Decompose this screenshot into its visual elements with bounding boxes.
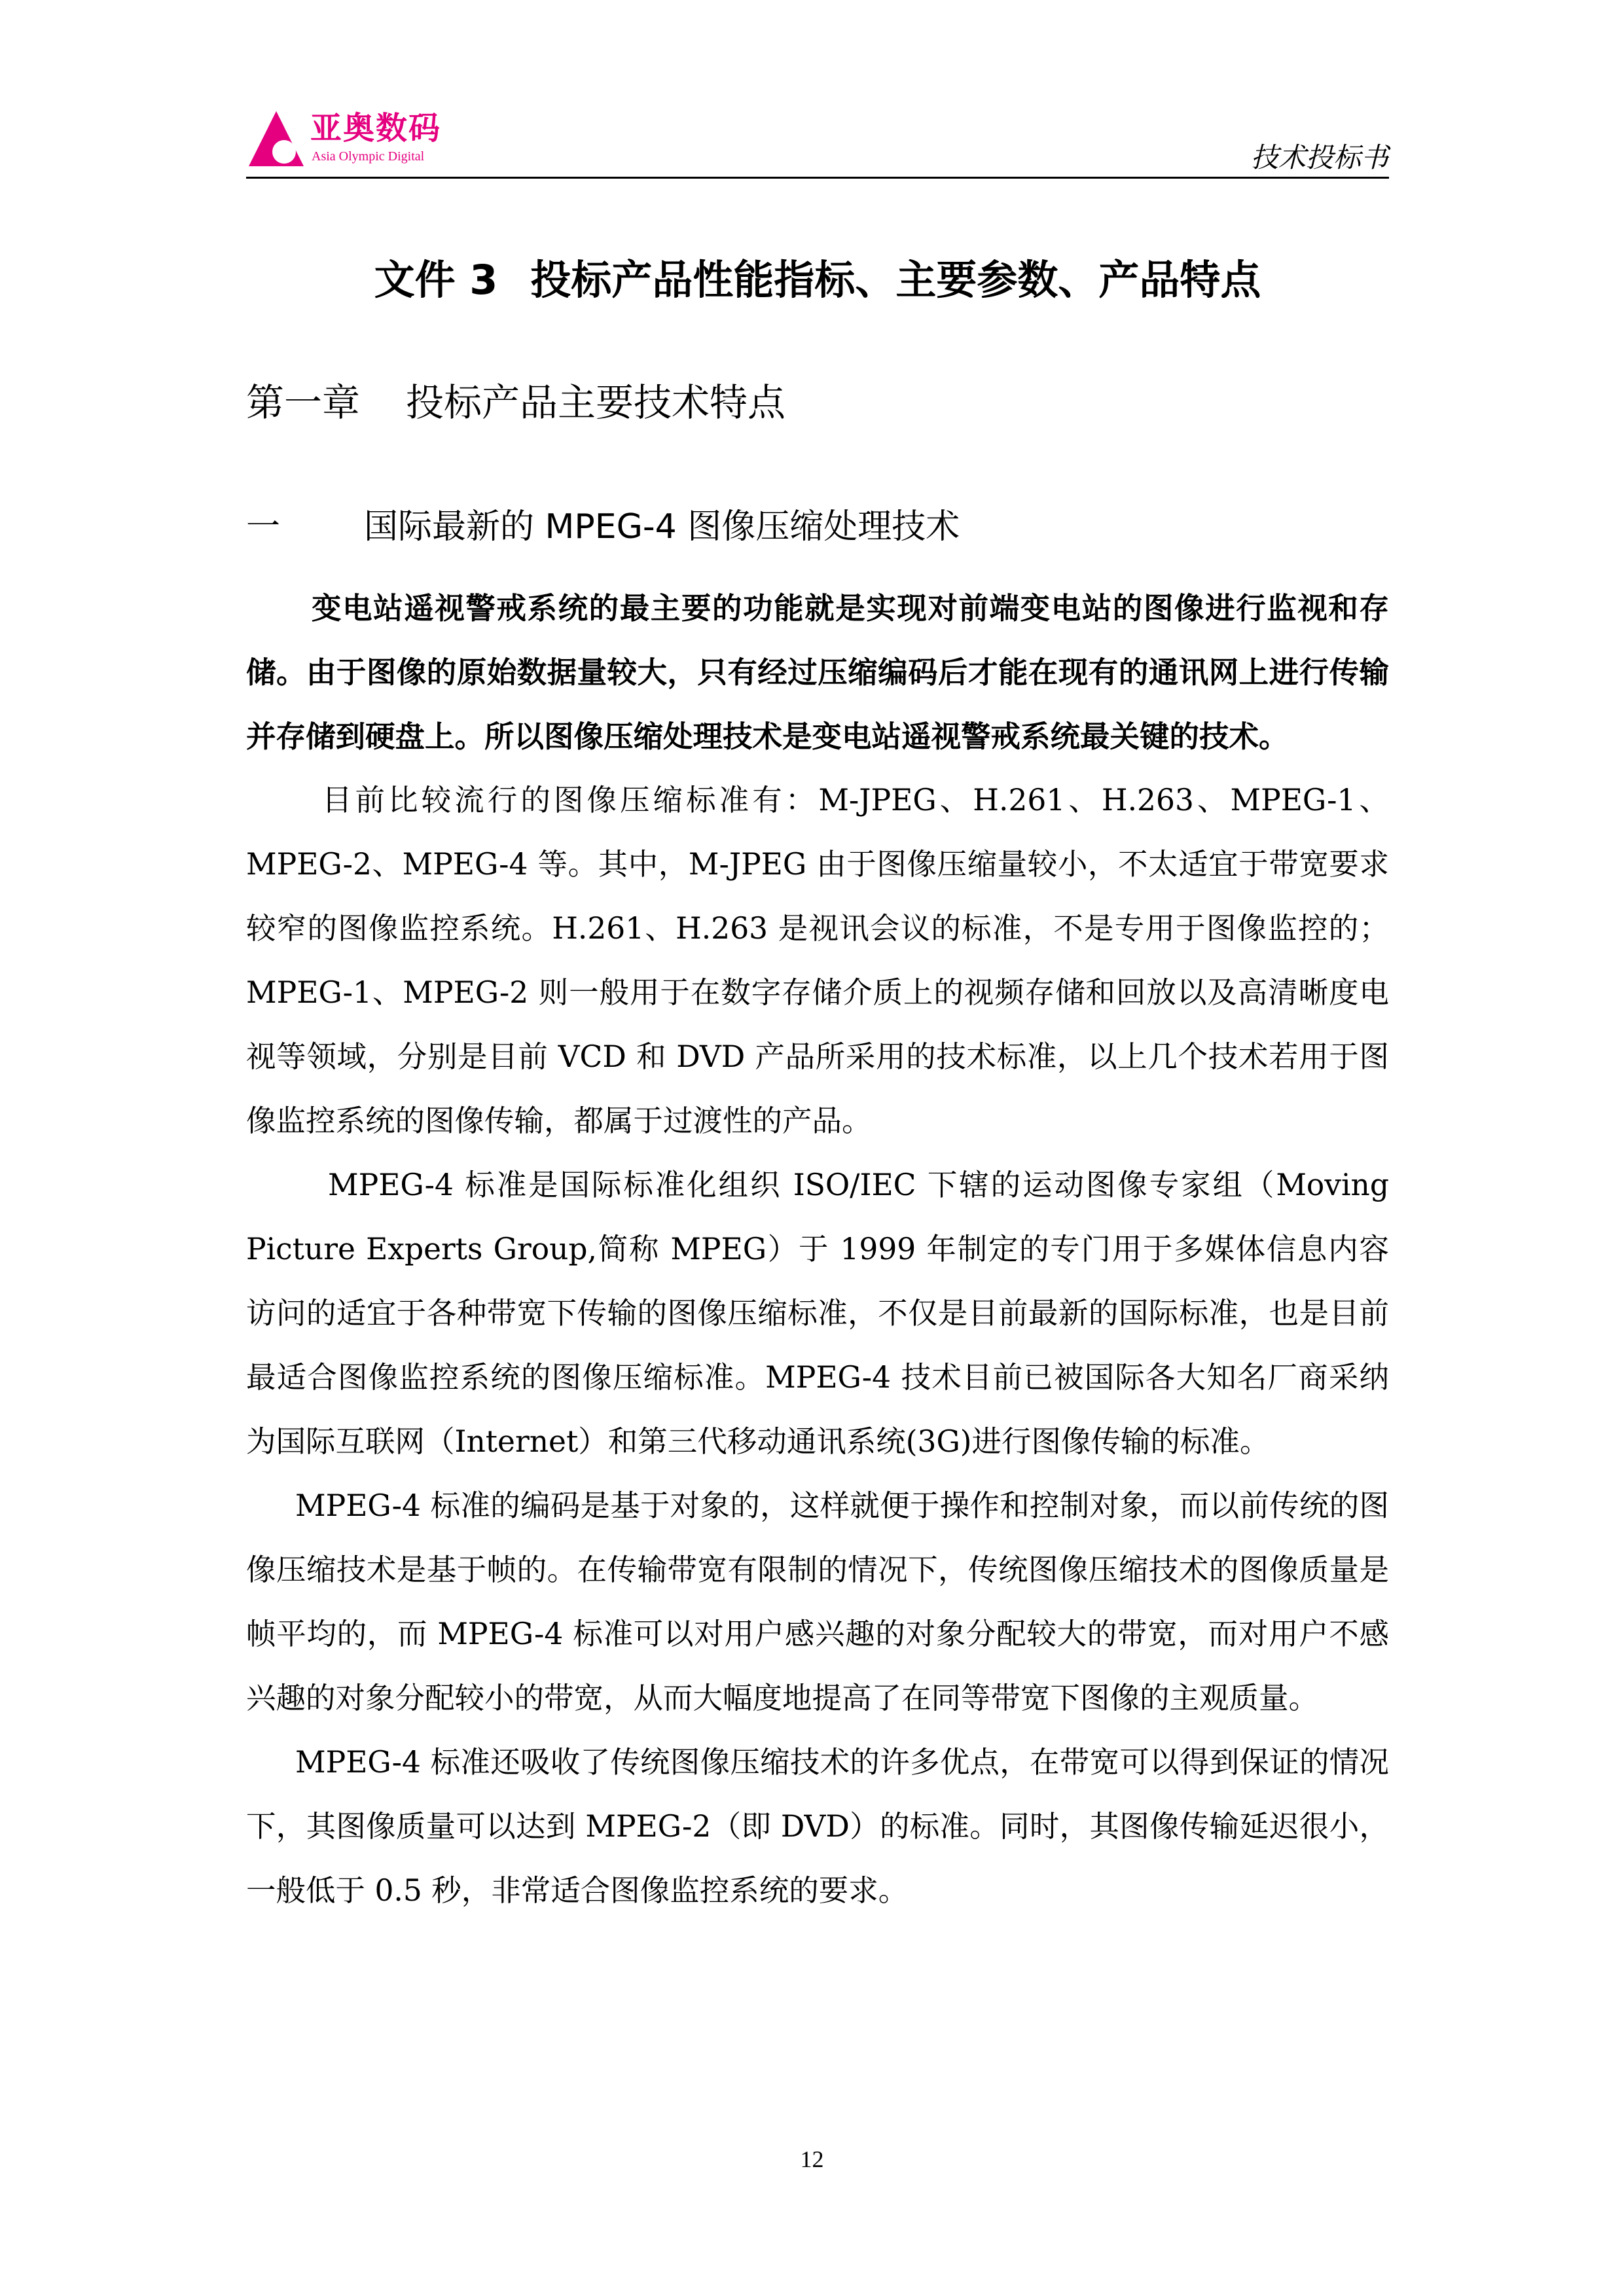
paragraph: 目前比较流行的图像压缩标准有：M-JPEG、H.261、H.263、MPEG-1、MPEG-2、MPEG-4 等。其中，M-JPEG 由于图像压缩量较小，不太适宜于带宽要求较窄的图像监控系统。H.261、H.263 是视讯会议的标准，不是专用于图像监控的；MPEG-1、MPEG-2 则一般用于在数字存储介质上的视频存储和回放以及高清晰度电视等领域，分别是目前 VCD 和 DVD 产品所采用的技术标准，以上几个技术若用于图像监控系统的图像传输，都属于过渡性的产品。: [246, 783, 1389, 1138]
logo-english-name: Asia Olympic Digital: [312, 149, 425, 164]
paragraph: MPEG-4 标准还吸收了传统图像压缩技术的许多优点，在带宽可以得到保证的情况下，其图像质量可以达到 MPEG-2（即 DVD）的标准。同时，其图像传输延迟很小，一般低于 0.5 秒，非常适合图像监控系统的要求。: [246, 1745, 1389, 1908]
company-logo: [246, 109, 469, 169]
page-number: 12: [800, 2146, 824, 2172]
logo-chinese-name: 亚奥数码: [310, 110, 442, 147]
section-title: 国际最新的 MPEG-4 图像压缩处理技术: [364, 507, 960, 547]
paragraph: MPEG-4 标准是国际标准化组织 ISO/IEC 下辖的运动图像专家组（Moving Picture Experts Group,简称 MPEG）于 1999 年制定的专门用于多媒体信息内容访问的适宜于各种带宽下传输的图像压缩标准，不仅是目前最新的国际标准，也是目前最适合图像监控系统的图像压缩标准。MPEG-4 技术目前已被国际各大知名厂商采纳为国际互联网（Internet）和第三代移动通讯系统(3G)进行图像传输的标准。: [246, 1168, 1389, 1459]
document-title: [246, 247, 1389, 313]
paragraph: MPEG-4 标准的编码是基于对象的，这样就便于操作和控制对象，而以前传统的图像压缩技术是基于帧的。在传输带宽有限制的情况下，传统图像压缩技术的图像质量是帧平均的，而 MPEG-4 标准可以对用户感兴趣的对象分配较大的带宽，而对用户不感兴趣的对象分配较小的带宽，从而大幅度地提高了在同等带宽下图像的主观质量。: [246, 1488, 1389, 1715]
body-text: [246, 576, 1389, 1923]
paragraph: 变电站遥视警戒系统的最主要的功能就是实现对前端变电站的图像进行监视和存储。由于图像的原始数据量较大，只有经过压缩编码后才能在现有的通讯网上进行传输并存储到硬盘上。所以图像压缩处理技术是变电站遥视警戒系统最关键的技术。: [246, 590, 1389, 754]
header-divider: [246, 177, 1389, 179]
chapter-title: 投标产品主要技术特点: [406, 380, 786, 425]
section-heading: [246, 497, 960, 556]
chapter-heading: [246, 373, 785, 432]
document-title-file-number: 文件 3: [374, 256, 498, 304]
chapter-label: 第一章: [246, 380, 361, 425]
header-document-type: 技术投标书: [1250, 141, 1388, 173]
document-title-text: 投标产品性能指标、主要参数、产品特点: [530, 256, 1261, 304]
section-number: 一: [246, 507, 281, 547]
logo-mark-icon: [246, 109, 306, 169]
